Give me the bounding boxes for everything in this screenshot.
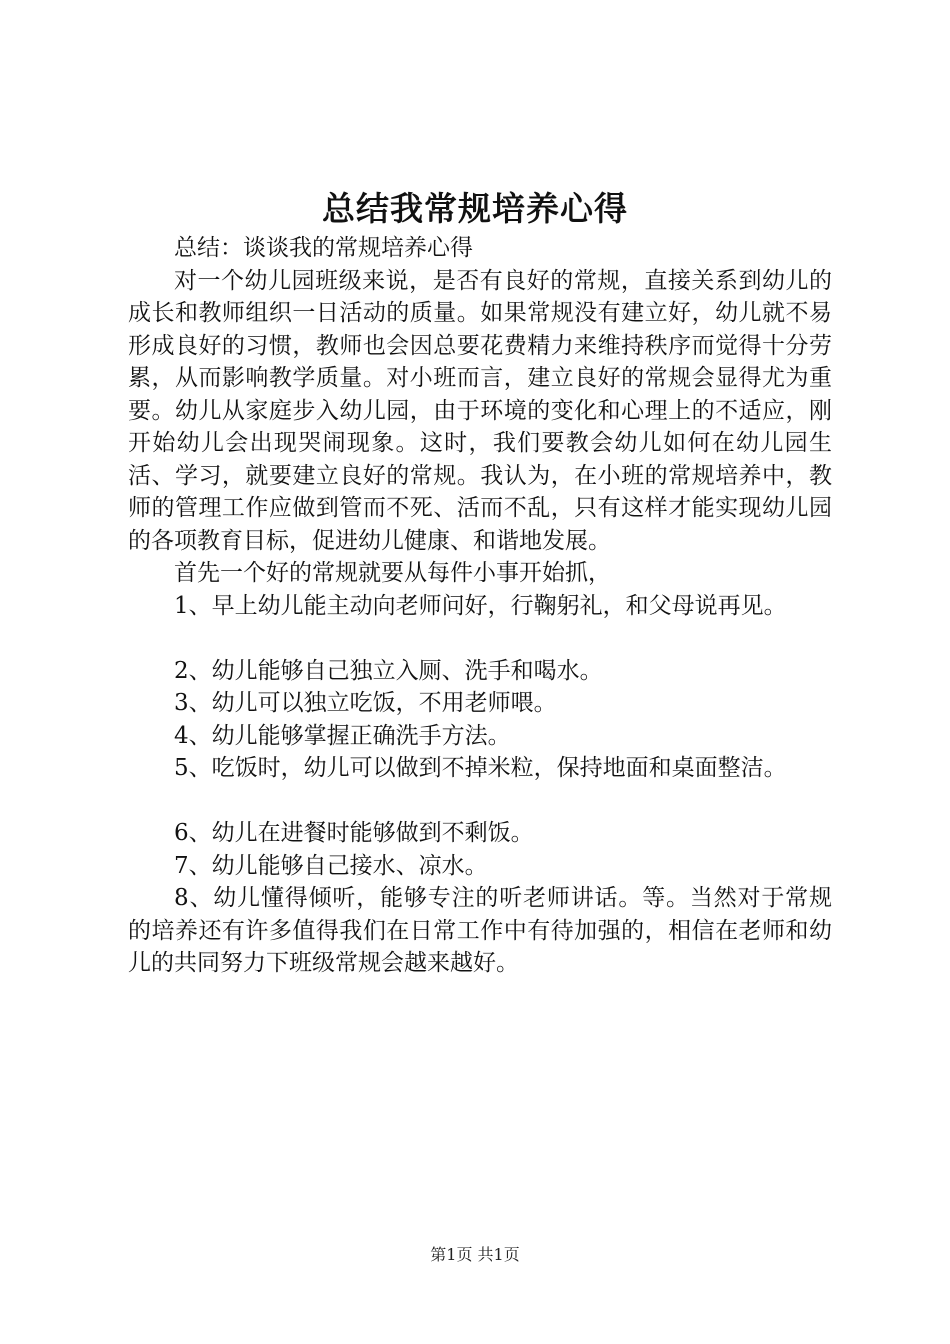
list-item: 5、吃饭时，幼儿可以做到不掉米粒，保持地面和桌面整洁。 <box>174 755 787 781</box>
intro-paragraph: 对一个幼儿园班级来说，是否有良好的常规，直接关系到幼儿的成长和教师组织一日活动的质量。如果常规没有建立好，幼儿就不易形成良好的习惯，教师也会因总要花费精力来维持秩序而觉得十分劳累，从而影响教学质量。对小班而言，建立良好的常规会显得尤为重要。幼儿从家庭步入幼儿园，由于环境的变化和心理上的不适应，刚开始幼儿会出现哭闹现象。这时，我们要教会幼儿如何在幼儿园生活、学习，就要建立良好的常规。我认为，在小班的常规培养中，教师的管理工作应做到管而不死、活而不乱，只有这样才能实现幼儿园的各项教育目标，促进幼儿健康、和谐地发展。 <box>128 267 832 554</box>
list-item: 7、幼儿能够自己接水、凉水。 <box>174 852 488 879</box>
document-body <box>128 232 832 980</box>
conclusion-paragraph: 8、幼儿懂得倾听，能够专注的听老师讲话。等。当然对于常规的培养还有许多值得我们在日常工作中有待加强的，相信在老师和幼儿的共同努力下班级常规会越来越好。 <box>128 885 832 976</box>
document-title: 总结我常规培养心得 <box>322 189 628 228</box>
list-item: 6、幼儿在进餐时能够做到不剩饭。 <box>174 820 534 846</box>
subtitle-paragraph: 总结：谈谈我的常规培养心得 <box>174 235 473 261</box>
list-item: 4、幼儿能够掌握正确洗手方法。 <box>174 722 511 749</box>
list-item: 2、幼儿能够自己独立入厕、洗手和喝水。 <box>174 657 603 684</box>
list-item: 1、早上幼儿能主动向老师问好，行鞠躬礼，和父母说再见。 <box>174 592 787 619</box>
list-lead-paragraph: 首先一个好的常规就要从每件小事开始抓， <box>174 560 611 586</box>
list-item: 3、幼儿可以独立吃饭，不用老师喂。 <box>174 690 557 716</box>
page-footer: 第1页 共1页 <box>430 1245 520 1264</box>
